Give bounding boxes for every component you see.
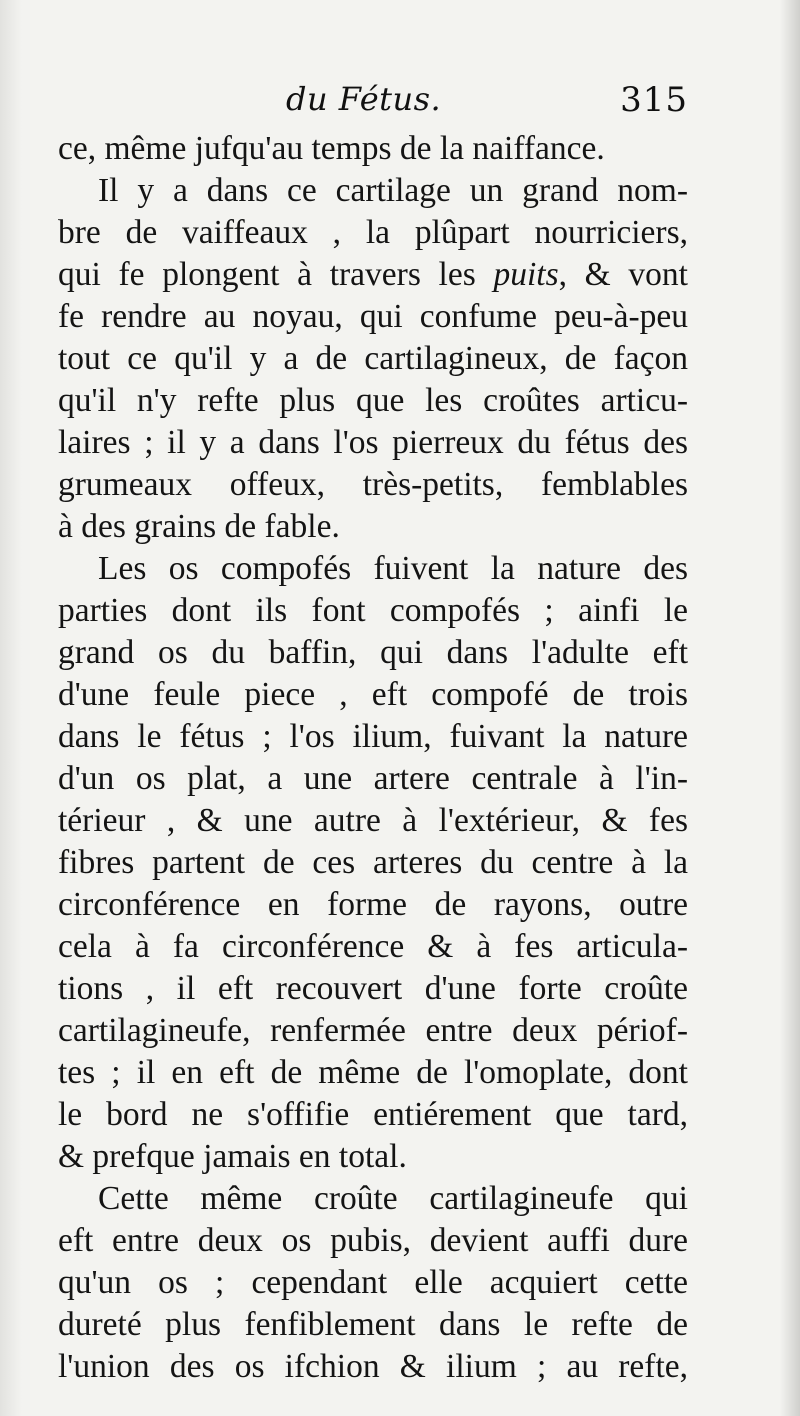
text-line: grumeaux offeux, très-petits, femblables [58,466,688,503]
text-line: dureté plus fenfiblement dans le refte de [58,1306,688,1343]
text-line: laires ; il y a dans l'os pierreux du fétus des [58,424,688,461]
page-header [58,70,688,130]
page-edge-right [780,0,800,1416]
text-line: le bord ne s'offifie entiérement que tard, [58,1096,688,1133]
page-number: 315 [620,80,688,120]
text-line: dans le fétus ; l'os ilium, fuivant la nature [58,718,688,755]
text-line: grand os du baffin, qui dans l'adulte eft [58,634,688,671]
text-line: térieur , & une autre à l'extérieur, & fes [58,802,688,839]
text-line: Les os compofés fuivent la nature des [98,550,688,587]
text-line: bre de vaiffeaux , la plûpart nourriciers, [58,214,688,251]
text-line: tout ce qu'il y a de cartilagineux, de façon [58,340,688,377]
text-line: qu'un os ; cependant elle acquiert cette [58,1264,688,1301]
text-line: parties dont ils font compofés ; ainfi le [58,592,688,629]
text-line: ce, même jufqu'au temps de la naiffance. [58,130,605,167]
text-line: d'un os plat, a une artere centrale à l'in- [58,760,688,797]
text-line: cartilagineufe, renfermée entre deux périof- [58,1012,688,1049]
text-line: tions , il eft recouvert d'une forte croûte [58,970,688,1007]
text-line: & prefque jamais en total. [58,1138,407,1175]
body-text [58,128,688,1388]
running-title: du Fétus. [286,80,442,118]
text-line: qui fe plongent à travers les puits, & vont [58,256,688,293]
text-line: à des grains de fable. [58,508,340,545]
text-line: fibres partent de ces arteres du centre à la [58,844,688,881]
text-line: cela à fa circonférence & à fes articula- [58,928,688,965]
text-line: eft entre deux os pubis, devient auffi dure [58,1222,688,1259]
text-line: Cette même croûte cartilagineufe qui [98,1180,688,1217]
page-edge-left [0,0,22,1416]
text-line: Il y a dans ce cartilage un grand nom- [98,172,688,209]
text-line: fe rendre au noyau, qui confume peu-à-peu [58,298,688,335]
text-line: tes ; il en eft de même de l'omoplate, dont [58,1054,688,1091]
text-line: l'union des os ifchion & ilium ; au refte, [58,1348,688,1385]
italic-word: puits [493,256,559,293]
text-line: d'une feule piece , eft compofé de trois [58,676,688,713]
text-line: circonférence en forme de rayons, outre [58,886,688,923]
text-line: qu'il n'y refte plus que les croûtes articu- [58,382,688,419]
